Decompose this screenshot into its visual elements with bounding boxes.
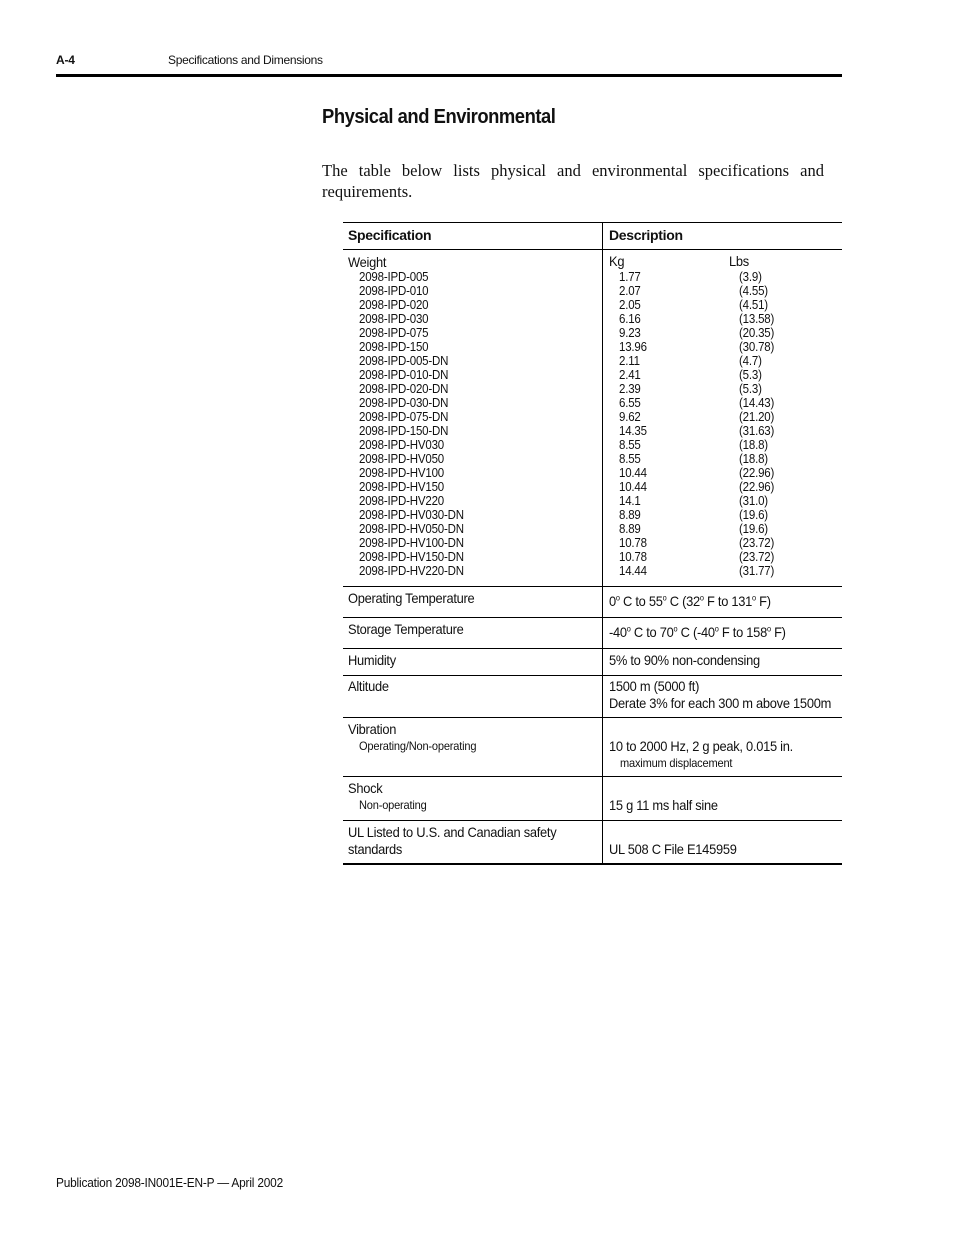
weight-kg-value: 9.23: [619, 326, 641, 340]
altitude-label: Altitude: [348, 678, 389, 694]
weight-model: 2098-IPD-HV030: [359, 438, 444, 452]
weight-lbs-value: (30.78): [739, 340, 775, 354]
weight-model: 2098-IPD-HV220-DN: [359, 564, 464, 578]
weight-model: 2098-IPD-150: [359, 340, 429, 354]
weight-model: 2098-IPD-020-DN: [359, 382, 449, 396]
weight-kg-header: Kg: [609, 253, 625, 269]
weight-kg-value: 10.44: [619, 480, 647, 494]
weight-lbs-value: (5.3): [739, 382, 762, 396]
humidity-label: Humidity: [348, 652, 396, 668]
storage-temperature-value: -40$^o$ C to 70$^o$ C (-40$^o$ F to 158$^o$ F): [609, 624, 786, 640]
weight-lbs-header: Lbs: [729, 253, 749, 269]
weight-kg-value: 2.05: [619, 298, 641, 312]
weight-kg-value: 8.55: [619, 452, 641, 466]
weight-lbs-value: (4.51): [739, 298, 768, 312]
weight-kg-value: 10.44: [619, 466, 647, 480]
operating-temperature-value: 0$^o$ C to 55$^o$ C (32$^o$ F to 131$^o$ F): [609, 593, 771, 609]
weight-lbs-value: (31.77): [739, 564, 775, 578]
vibration-value: 10 to 2000 Hz, 2 g peak, 0.015 in.: [609, 738, 793, 754]
weight-lbs-list: [739, 270, 777, 578]
intro-paragraph: The table below lists physical and environmental specifications and requirements.: [322, 161, 824, 201]
header-rule: [56, 74, 842, 77]
weight-kg-value: 6.55: [619, 396, 641, 410]
altitude-derate: Derate 3% for each 300 m above 1500m: [609, 695, 832, 711]
ul-value: UL 508 C File E145959: [609, 841, 737, 857]
weight-kg-value: 8.89: [619, 522, 641, 536]
weight-model: 2098-IPD-020: [359, 298, 429, 312]
weight-kg-value: 2.39: [619, 382, 641, 396]
weight-model: 2098-IPD-010-DN: [359, 368, 449, 382]
weight-kg-value: 14.44: [619, 564, 647, 578]
weight-lbs-value: (21.20): [739, 410, 775, 424]
weight-model: 2098-IPD-075-DN: [359, 410, 449, 424]
vibration-label: Vibration: [348, 721, 397, 737]
weight-kg-value: 13.96: [619, 340, 647, 354]
weight-model: 2098-IPD-HV030-DN: [359, 508, 464, 522]
weight-lbs-value: (20.35): [739, 326, 775, 340]
weight-lbs-value: (18.8): [739, 438, 768, 452]
weight-lbs-value: (3.9): [739, 270, 762, 284]
vibration-sub-label: Operating/Non-operating: [359, 739, 477, 753]
weight-lbs-value: (23.72): [739, 536, 775, 550]
table-row-weight: [343, 250, 842, 586]
weight-kg-value: 10.78: [619, 536, 647, 550]
altitude-value: 1500 m (5000 ft): [609, 678, 700, 694]
table-bottom-rule: [343, 863, 842, 865]
weight-model: 2098-IPD-HV100-DN: [359, 536, 464, 550]
weight-kg-value: 10.78: [619, 550, 647, 564]
weight-lbs-value: (18.8): [739, 452, 768, 466]
weight-model-list: [359, 270, 473, 578]
weight-model: 2098-IPD-030-DN: [359, 396, 449, 410]
weight-model: 2098-IPD-HV150: [359, 480, 444, 494]
weight-lbs-value: (13.58): [739, 312, 775, 326]
weight-label: Weight: [348, 254, 387, 270]
weight-kg-value: 8.89: [619, 508, 641, 522]
weight-lbs-value: (4.7): [739, 354, 762, 368]
weight-model: 2098-IPD-HV150-DN: [359, 550, 464, 564]
weight-lbs-value: (31.0): [739, 494, 768, 508]
weight-model: 2098-IPD-005-DN: [359, 354, 449, 368]
ul-label-line2: standards: [348, 841, 403, 857]
weight-lbs-value: (14.43): [739, 396, 775, 410]
table-row-storage-temperature: [343, 618, 842, 648]
weight-model: 2098-IPD-005: [359, 270, 429, 284]
shock-value: 15 g 11 ms half sine: [609, 797, 718, 813]
weight-kg-value: 2.41: [619, 368, 641, 382]
shock-label: Shock: [348, 780, 383, 796]
weight-lbs-value: (4.55): [739, 284, 768, 298]
storage-temperature-label: Storage Temperature: [348, 621, 464, 637]
weight-lbs-value: (23.72): [739, 550, 775, 564]
table-row-ul-listing: [343, 821, 842, 863]
table-row-operating-temperature: [343, 587, 842, 617]
weight-lbs-value: (31.63): [739, 424, 775, 438]
section-title: Physical and Environmental: [322, 106, 556, 128]
publication-footer: Publication 2098-IN001E-EN-P — April 2002: [56, 1176, 283, 1190]
weight-model: 2098-IPD-075: [359, 326, 429, 340]
column-header-description: Description: [609, 227, 683, 243]
weight-model: 2098-IPD-030: [359, 312, 429, 326]
weight-model: 2098-IPD-HV100: [359, 466, 444, 480]
weight-kg-value: 14.1: [619, 494, 641, 508]
table-row-altitude: [343, 676, 842, 717]
ul-label-line1: UL Listed to U.S. and Canadian safety: [348, 824, 557, 840]
weight-kg-value: 8.55: [619, 438, 641, 452]
weight-lbs-value: (5.3): [739, 368, 762, 382]
weight-model: 2098-IPD-HV220: [359, 494, 444, 508]
weight-lbs-value: (22.96): [739, 480, 775, 494]
weight-model: 2098-IPD-150-DN: [359, 424, 449, 438]
weight-kg-value: 1.77: [619, 270, 641, 284]
table-row-vibration: [343, 718, 842, 776]
vibration-value-note: maximum displacement: [620, 756, 733, 770]
weight-model: 2098-IPD-010: [359, 284, 429, 298]
weight-kg-value: 9.62: [619, 410, 641, 424]
weight-lbs-value: (22.96): [739, 466, 775, 480]
humidity-value: 5% to 90% non-condensing: [609, 652, 760, 668]
operating-temperature-label: Operating Temperature: [348, 590, 475, 606]
weight-model: 2098-IPD-HV050: [359, 452, 444, 466]
weight-lbs-value: (19.6): [739, 508, 768, 522]
weight-kg-value: 2.11: [619, 354, 640, 368]
weight-kg-value: 6.16: [619, 312, 641, 326]
weight-model: 2098-IPD-HV050-DN: [359, 522, 464, 536]
shock-sub-label: Non-operating: [359, 798, 427, 812]
weight-lbs-value: (19.6): [739, 522, 768, 536]
weight-kg-value: 2.07: [619, 284, 641, 298]
page-number: A-4: [56, 53, 75, 67]
table-row-humidity: [343, 649, 842, 675]
table-header-row: [343, 222, 842, 249]
table-row-shock: [343, 777, 842, 820]
weight-kg-list: [619, 270, 649, 578]
column-header-specification: Specification: [348, 227, 432, 243]
weight-kg-value: 14.35: [619, 424, 647, 438]
running-header-title: Specifications and Dimensions: [168, 53, 323, 67]
